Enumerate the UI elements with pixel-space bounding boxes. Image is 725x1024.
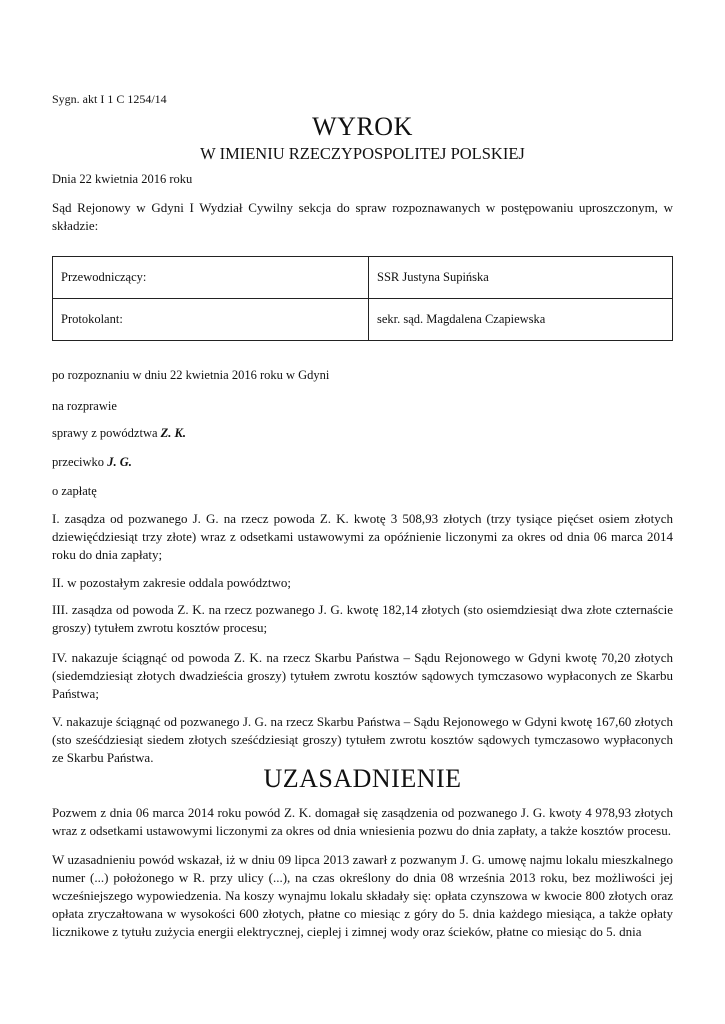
ruling-1: I. zasądza od pozwanego J. G. na rzecz powoda Z. K. kwotę 3 508,93 złotych (trzy tysiące pięćset osiem złotych dziewięćdziesiąt trzy złote) wraz z odsetkami ustawowymi za opóźnienie liczonymi za okres od dnia 06 marca 2014 roku do dnia zapłaty; bbox=[52, 511, 673, 562]
court-composition-table bbox=[52, 256, 673, 341]
justification-paragraph: W uzasadnieniu powód wskazał, iż w dniu 09 lipca 2013 zawarł z pozwanym J. G. umowę najmu lokalu mieszkalnego numer (...) położonego w R. przy ulicy (...), na czas określony do dnia 08 września 2013 roku, bez możliwości jej wcześniejszego wypowiedzenia. Na koszy wynajmu lokalu składały się: opłata czynszowa w kwocie 800 złotych oraz opłata zryczałtowana w wysokości 600 złotych, płatne co miesiąc z góry do 5. dnia każdego miesiąca, a także opłaty licznikowe z tytułu zużycia energii elektrycznej, cieplej i zimnej wody oraz ścieków, płatne co miesiąc do 5. dnia bbox=[52, 852, 673, 939]
defendant-name: J. G. bbox=[107, 455, 132, 469]
on-hearing-line: na rozprawie bbox=[52, 399, 117, 413]
hearing-line: po rozpoznaniu w dniu 22 kwietnia 2016 roku w Gdyni bbox=[52, 368, 330, 382]
table-row bbox=[53, 257, 673, 299]
role-cell: Przewodniczący: bbox=[53, 257, 369, 299]
role-cell: Protokolant: bbox=[53, 299, 369, 341]
ruling-3: III. zasądza od powoda Z. K. na rzecz pozwanego J. G. kwotę 182,14 złotych (sto osiemdziesiąt dwa złote czternaście groszy) tytułem zwrotu kosztów procesu; bbox=[52, 602, 673, 635]
court-intro: Sąd Rejonowy w Gdyni I Wydział Cywilny sekcja do spraw rozpoznawanych w postępowaniu uproszczonym, w składzie: bbox=[52, 200, 673, 233]
table-row bbox=[53, 299, 673, 341]
ruling-5: V. nakazuje ściągnąć od pozwanego J. G. na rzecz Skarbu Państwa – Sądu Rejonowego w Gdyni kwotę 167,60 złotych (sto sześćdziesiąt siedem złotych sześćdziesiąt groszy) tytułem zwrotu kosztów sądowych tymczasowo wypłaconych ze Skarbu Państwa. bbox=[52, 714, 673, 765]
claimant-name: Z. K. bbox=[160, 426, 187, 440]
claimant-line bbox=[52, 426, 186, 441]
defendant-line bbox=[52, 455, 132, 470]
judgment-subtitle: W IMIENIU RZECZYPOSPOLITEJ POLSKIEJ bbox=[200, 144, 525, 163]
case-number: Sygn. akt I 1 C 1254/14 bbox=[52, 92, 167, 106]
person-cell: sekr. sąd. Magdalena Czapiewska bbox=[369, 299, 673, 341]
justification-paragraph: Pozwem z dnia 06 marca 2014 roku powód Z. K. domagał się zasądzenia od pozwanego J. G. kwoty 4 978,93 złotych wraz z odsetkami ustawowymi liczonymi za okres od dnia wniesienia pozwu do dnia zapłaty, a także kosztów procesu. bbox=[52, 805, 673, 838]
ruling-2: II. w pozostałym zakresie oddala powództwo; bbox=[52, 575, 291, 590]
claimant-prefix: sprawy z powództwa bbox=[52, 426, 161, 440]
person-cell: SSR Justyna Supińska bbox=[369, 257, 673, 299]
subject-line: o zapłatę bbox=[52, 484, 97, 498]
date-line: Dnia 22 kwietnia 2016 roku bbox=[52, 172, 193, 186]
ruling-4: IV. nakazuje ściągnąć od powoda Z. K. na rzecz Skarbu Państwa – Sądu Rejonowego w Gdyni kwotę 70,20 złotych (siedemdziesiąt złotych dwadzieścia groszy) tytułem zwrotu kosztów sądowych tymczasowo wypłaconych ze Skarbu Państwa; bbox=[52, 650, 673, 701]
defendant-prefix: przeciwko bbox=[52, 455, 108, 469]
justification-heading: UZASADNIENIE bbox=[263, 764, 462, 793]
judgment-title: WYROK bbox=[312, 112, 413, 141]
